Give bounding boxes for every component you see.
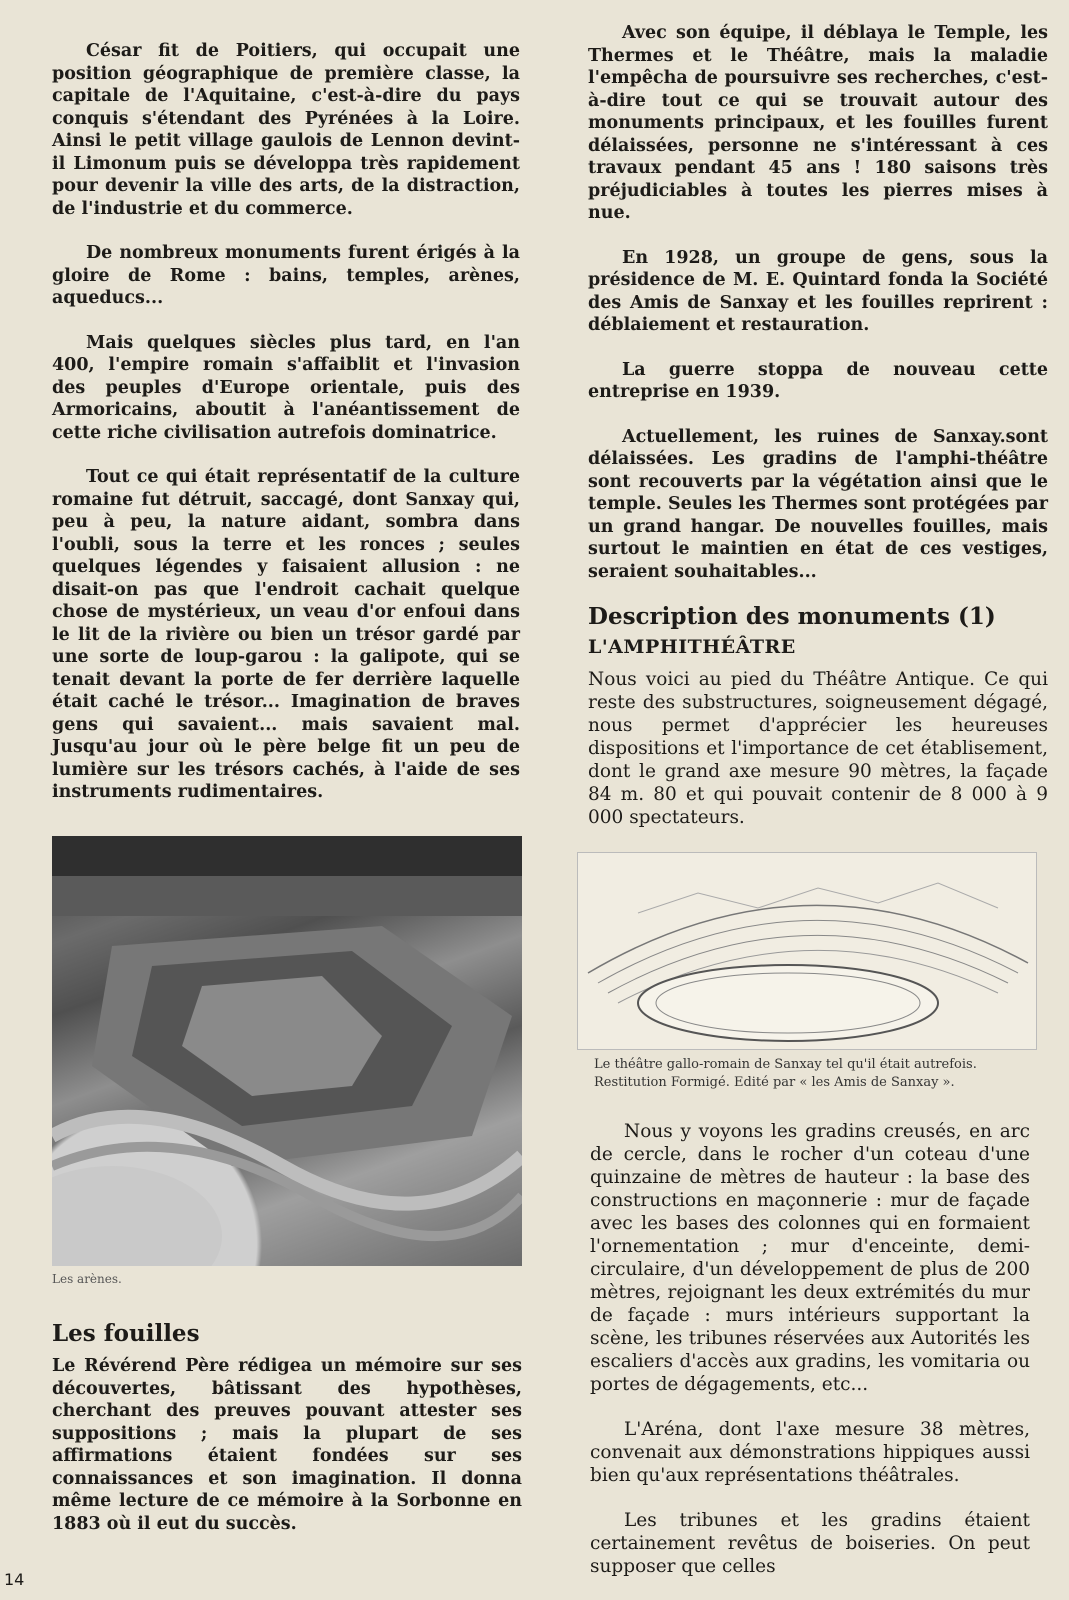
left-paragraph-3: Mais quelques siècles plus tard, en l'an 400, l'empire romain s'affaiblit et l'invasion des peuples d'Europe orientale, puis des Armoricains, aboutit à l'anéantissement de cette riche civilisation autrefois dominatrice. xyxy=(52,332,520,443)
arena-photo xyxy=(52,836,522,1266)
page-number: 14 xyxy=(4,1570,25,1589)
arena-ruins-illustration xyxy=(52,836,522,1266)
fouilles-heading: Les fouilles xyxy=(52,1320,200,1347)
right-column xyxy=(588,22,1048,851)
fouilles-paragraph: Le Révérend Père rédigea un mémoire sur ses découvertes, bâtissant des hypothèses, cherchant des preuves pouvant attester ses suppositions ; mais la plupart de ses affirmations étaient fondées sur ses connaissances et son imagination. Il donna même lecture de ce mémoire à la Sorbonne en 1883 où il eut du succès. xyxy=(52,1356,522,1534)
left-column xyxy=(52,40,520,826)
right-paragraph-7: L'Aréna, dont l'axe mesure 38 mètres, convenait aux démonstrations hippiques aussi bien qu'aux représentations théâtrales. xyxy=(590,1419,1030,1486)
subsection-heading: L'AMPHITHÉÂTRE xyxy=(588,636,796,658)
section-heading: Description des monuments (1) xyxy=(588,603,996,630)
right-paragraph-4: Actuellement, les ruines de Sanxay.sont délaissées. Les gradins de l'amphi-théâtre sont recouverts par la végétation ainsi que le temple. Seules les Thermes sont protégées par un grand hangar. De nouvelles fouilles, mais surtout le maintien en état de ces vestiges, seraient souhaitables... xyxy=(588,426,1048,582)
right-lower-text xyxy=(590,1120,1030,1600)
left-paragraph-1: César fit de Poitiers, qui occupait une position géographique de première classe, la capitale de l'Aquitaine, c'est-à-dire du pays conquis s'étendant des Pyrénées à la Loire. Ainsi le petit village gaulois de Lennon devint-il Limonum puis se développa très rapidement pour devenir la ville des arts, de la distraction, de l'industrie et du commerce. xyxy=(52,41,520,219)
right-paragraph-2: En 1928, un groupe de gens, sous la présidence de M. E. Quintard fonda la Société des Amis de Sanxay et les fouilles reprirent : déblaiement et restauration. xyxy=(588,247,1048,335)
right-paragraph-1: Avec son équipe, il déblaya le Temple, les Thermes et le Théâtre, mais la maladie l'empêcha de poursuivre ses recherches, c'est-à-dire tout ce qui se trouvait autour des monuments principaux, et les fouilles furent délaissées, personne ne s'intéressant à ces travaux pendant 45 ans ! 180 saisons très préjudiciables à toutes les pierres mises à nue. xyxy=(588,23,1048,223)
right-paragraph-8: Les tribunes et les gradins étaient certainement revêtus de boiseries. On peut supposer que celles xyxy=(590,1510,1030,1577)
right-paragraph-6: Nous y voyons les gradins creusés, en arc de cercle, dans le rocher d'un coteau d'une quinzaine de mètres de hauteur : la base des constructions en maçonnerie : mur de façade avec les bases des colonnes qui en formaient l'ornementation ; mur d'enceinte, demi-circulaire, d'un développement de plus de 200 mètres, rejoignant les deux extrémités du mur de façade : murs intérieurs supportant la scène, les tribunes réservées aux Autorités les escaliers d'accès aux gradins, les vomitaria ou portes de dégagements, etc... xyxy=(590,1121,1030,1395)
left-paragraph-4: Tout ce qui était représentatif de la culture romaine fut détruit, saccagé, dont Sanxay qui, peu à peu, la nature aidant, sombra dans l'oubli, sous la terre et les ronces ; seules quelques légendes y faisaient allusion : ne disait-on pas que l'endroit cachait quelque chose de mystérieux, un veau d'or enfoui dans le lit de la rivière ou bien un trésor gardé par une sorte de loup-garou : la galipote, qui se tenait devant la porte de fer derrière laquelle était caché le trésor... Imagination de braves gens qui savaient... mais savaient mal. Jusqu'au jour où le père belge fit un peu de lumière sur les trésors cachés, à l'aide de ses instruments rudimentaires. xyxy=(52,467,520,802)
fouilles-section xyxy=(52,1320,522,1557)
right-paragraph-5: Nous voici au pied du Théâtre Antique. Ce qui reste des substructures, soigneusement dégagé, nous permet d'apprécier les heureuses dispositions et l'importance de cet établisement, dont le grand axe mesure 90 mètres, la façade 84 m. 80 et qui pouvait contenir de 8 000 à 9 000 spectateurs. xyxy=(588,669,1048,828)
left-paragraph-2: De nombreux monuments furent érigés à la gloire de Rome : bains, temples, arènes, aqueducs... xyxy=(52,243,520,308)
theatre-illustration xyxy=(578,853,1036,1049)
right-paragraph-3: La guerre stoppa de nouveau cette entreprise en 1939. xyxy=(588,359,1048,402)
drawing-caption: Le théâtre gallo-romain de Sanxay tel qu'il était autrefois. Restitution Formigé. Edité par « les Amis de Sanxay ». xyxy=(594,1057,977,1090)
theatre-drawing xyxy=(577,852,1037,1050)
photo-caption: Les arènes. xyxy=(52,1272,122,1286)
